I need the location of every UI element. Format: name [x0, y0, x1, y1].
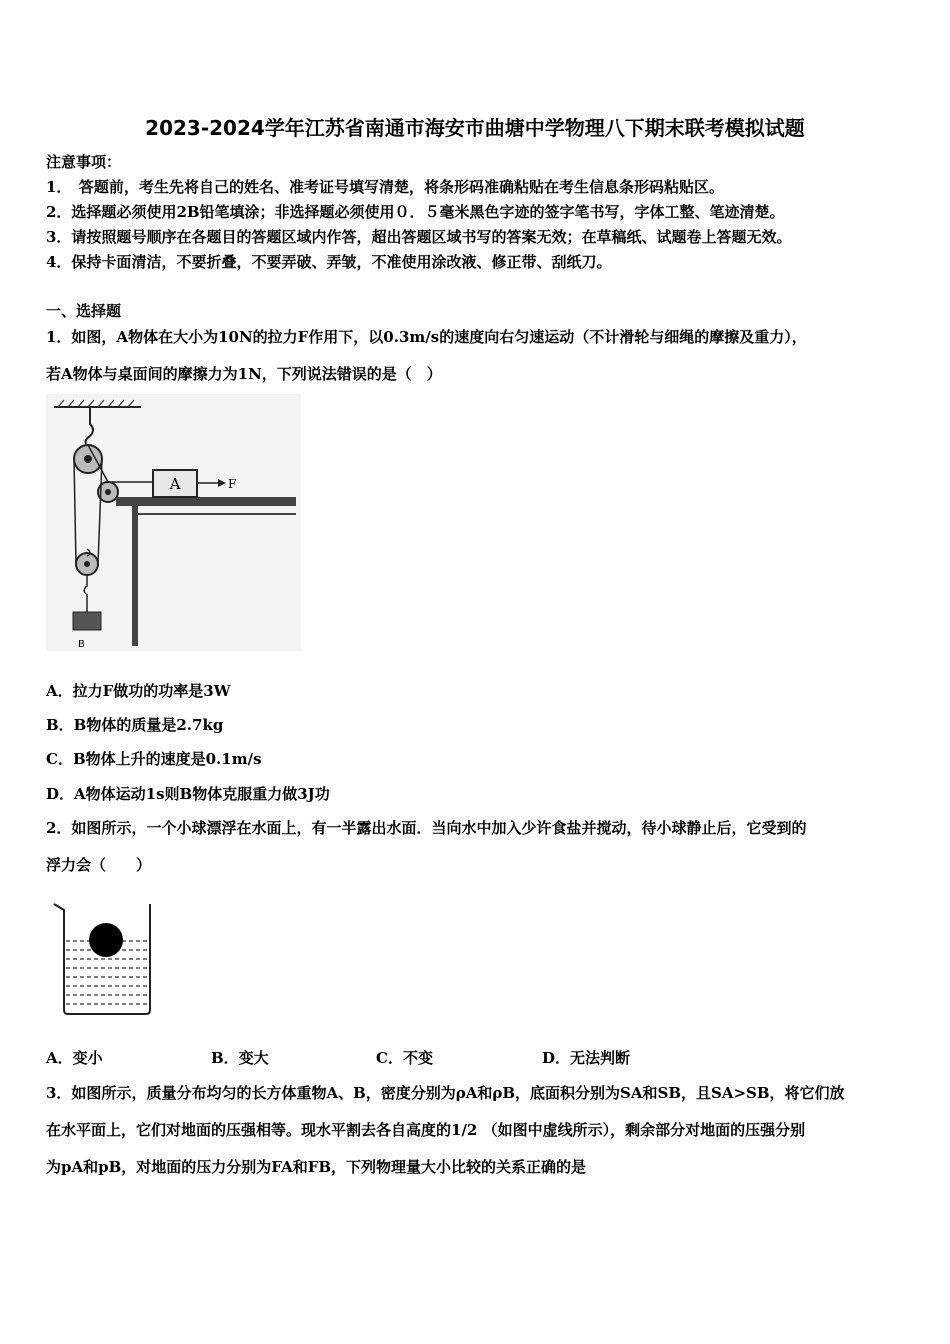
top-hook: [86, 407, 94, 444]
q2-line-1: 2．如图所示，一个小球漂浮在水面上，有一半露出水面．当向水中加入少许食盐并搅动，待小球静止后，它受到的: [46, 819, 807, 837]
q3-line-1: 3．如图所示，质量分布均匀的长方体重物A、B，密度分别为ρA和ρB，底面积分别为SA和SB，且SA>SB，将它们放: [46, 1084, 845, 1102]
page-title: 2023-2024学年江苏省南通市海安市曲塘中学物理八下期末联考模拟试题: [145, 116, 805, 140]
table-leg: [132, 506, 138, 646]
notice-item-4: 4．保持卡面清洁，不要折叠，不要弄破、弄皱，不准使用涂改液、修正带、刮纸刀。: [46, 253, 612, 271]
section-heading: 一、选择题: [46, 302, 122, 320]
pulley-diagram: [46, 394, 301, 651]
q3-line-2: 在水平面上，它们对地面的压强相等。现水平割去各自高度的1/2 （如图中虚线所示），剩余部分对地面的压强分别: [46, 1121, 806, 1139]
table-top: [116, 497, 296, 506]
floating-ball: [89, 923, 123, 957]
notice-item-3: 3．请按照题号顺序在各题目的答题区域内作答，超出答题区域书写的答案无效；在草稿纸、试题卷上答题无效。: [46, 228, 792, 246]
notice-item-1: 1． 答题前，考生先将自己的姓名、准考证号填写清楚，将条形码准确粘贴在考生信息条形码粘贴区。: [46, 178, 724, 196]
q1-option-b: B．B物体的质量是2.7kg: [46, 716, 224, 734]
notice-item-2: 2．选择题必须使用2B铅笔填涂；非选择题必须使用０．５毫米黑色字迹的签字笔书写，字体工整、笔迹清楚。: [46, 203, 785, 221]
block-b: [73, 612, 101, 630]
q1-pulley-figure: [46, 394, 301, 651]
q2-option-c: C．不变: [376, 1049, 433, 1067]
block-b-label: B: [78, 639, 85, 650]
q1-option-a: A．拉力F做功的功率是3W: [46, 682, 231, 700]
force-label: F: [228, 477, 237, 491]
q1-line-1: 1．如图，A物体在大小为10N的拉力F作用下，以0.3m/s的速度向右匀速运动（不计滑轮与细绳的摩擦及重力），: [46, 328, 807, 346]
q1-option-d: D．A物体运动1s则B物体克服重力做3J功: [46, 785, 330, 803]
q2-option-a: A．变小: [46, 1049, 103, 1067]
beaker-diagram: [50, 898, 160, 1020]
q2-option-b: B．变大: [211, 1049, 269, 1067]
rope-left: [74, 459, 76, 564]
q2-line-2: 浮力会（ ）: [46, 856, 152, 874]
movable-hook-bottom: [84, 575, 87, 594]
block-a-label: A: [169, 475, 181, 493]
notice-heading: 注意事项：: [46, 153, 122, 171]
q1-option-c: C．B物体上升的速度是0.1m/s: [46, 750, 262, 768]
q3-line-3: 为pA和pB，对地面的压力分别为FA和FB，下列物理量大小比较的关系正确的是: [46, 1158, 587, 1176]
q2-options: [46, 1047, 746, 1067]
q1-line-2: 若A物体与桌面间的摩擦力为1N，下列说法错误的是（ ）: [46, 365, 442, 383]
q2-beaker-figure: [50, 898, 160, 1020]
q2-option-d: D．无法判断: [542, 1049, 631, 1067]
ceiling-hatch: [58, 400, 134, 407]
rope-right: [98, 459, 102, 564]
